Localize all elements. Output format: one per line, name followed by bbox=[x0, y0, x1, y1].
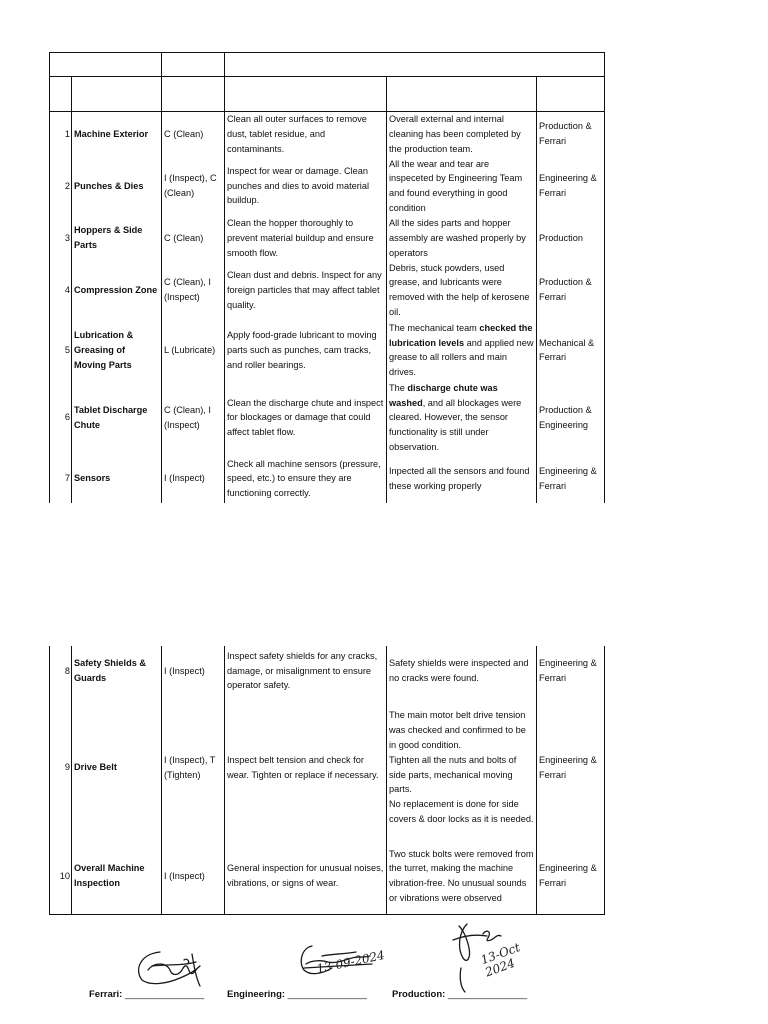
observation-cell bbox=[387, 696, 537, 839]
observation-cell bbox=[387, 320, 537, 381]
maintenance-table-page-2 bbox=[49, 646, 605, 915]
ferrari-signature bbox=[130, 940, 210, 990]
observation-cell: Overall external and internal cleaning has been completed by the production team. bbox=[387, 112, 537, 157]
production-signature-date: 13-Oct 2024 bbox=[478, 940, 522, 980]
header-cell bbox=[387, 77, 537, 112]
ferrari-label: Ferrari: bbox=[89, 989, 123, 1000]
area-cell: Safety Shields & Guards bbox=[72, 646, 162, 696]
observation-cell: Safety shields were inspected and no cracks were found. bbox=[387, 646, 537, 696]
code-cell: C (Clean) bbox=[162, 112, 225, 157]
row-number: 1 bbox=[50, 112, 72, 157]
engineering-label: Engineering: bbox=[227, 989, 286, 1000]
table-row bbox=[50, 216, 605, 261]
table-row bbox=[50, 381, 605, 455]
code-cell: I (Inspect) bbox=[162, 455, 225, 503]
observation-highlight: checked the lubrication levels bbox=[389, 322, 533, 348]
area-cell: Drive Belt bbox=[72, 696, 162, 839]
observation-text: The bbox=[389, 382, 408, 393]
code-cell: C (Clean), I (Inspect) bbox=[162, 381, 225, 455]
code-cell: I (Inspect) bbox=[162, 646, 225, 696]
header-cell bbox=[72, 77, 162, 112]
signature-line: _______________ bbox=[287, 989, 367, 1000]
responsibility-cell: Engineering & Ferrari bbox=[537, 157, 605, 216]
observation-cell bbox=[387, 381, 537, 455]
area-cell: Lubrication & Greasing of Moving Parts bbox=[72, 320, 162, 381]
row-number: 10 bbox=[50, 839, 72, 914]
header-cell bbox=[225, 77, 387, 112]
table-row bbox=[50, 455, 605, 503]
responsibility-cell: Mechanical & Ferrari bbox=[537, 320, 605, 381]
task-cell: Inspect safety shields for any cracks, damage, or misalignment to ensure operator safety. bbox=[225, 646, 387, 696]
header-row bbox=[50, 77, 605, 112]
task-cell: Inspect for wear or damage. Clean punches and dies to avoid material buildup. bbox=[225, 157, 387, 216]
responsibility-cell: Engineering & Ferrari bbox=[537, 839, 605, 914]
observation-line: The main motor belt drive tension was checked and confirmed to be in good condition. bbox=[389, 710, 526, 750]
observation-cell: Two stuck bolts were removed from the turret, making the machine vibration-free. No unusual sounds or vibrations were observed bbox=[387, 839, 537, 914]
code-cell: I (Inspect), T (Tighten) bbox=[162, 696, 225, 839]
header-cell bbox=[162, 53, 225, 77]
header-cell bbox=[537, 77, 605, 112]
task-cell: Clean the discharge chute and inspect for blockages or damage that could affect tablet flow. bbox=[225, 381, 387, 455]
table-row bbox=[50, 646, 605, 696]
observation-cell: Debris, stuck powders, used grease, and lubricants were removed with the help of kerosene oil. bbox=[387, 261, 537, 320]
header-cell bbox=[162, 77, 225, 112]
area-cell: Machine Exterior bbox=[72, 112, 162, 157]
observation-text: and applied new grease to all rollers and main drives. bbox=[389, 337, 534, 378]
observation-cell: Inpected all the sensors and found these working properly bbox=[387, 455, 537, 503]
responsibility-cell: Engineering & Ferrari bbox=[537, 455, 605, 503]
code-cell: C (Clean), I (Inspect) bbox=[162, 261, 225, 320]
area-cell: Sensors bbox=[72, 455, 162, 503]
table-row bbox=[50, 261, 605, 320]
observation-cell: All the wear and tear are inspeceted by Engineering Team and found everything in good condition bbox=[387, 157, 537, 216]
area-cell: Compression Zone bbox=[72, 261, 162, 320]
responsibility-cell: Production & Ferrari bbox=[537, 112, 605, 157]
code-cell: I (Inspect), C (Clean) bbox=[162, 157, 225, 216]
signature-line: _______________ bbox=[124, 989, 205, 1000]
row-number: 2 bbox=[50, 157, 72, 216]
responsibility-cell: Engineering & Ferrari bbox=[537, 646, 605, 696]
row-number: 3 bbox=[50, 216, 72, 261]
production-signature-block bbox=[392, 989, 527, 1000]
engineering-signature-date: 13-09-2024 bbox=[315, 947, 386, 977]
header-cell bbox=[225, 53, 605, 77]
observation-highlight: discharge chute was washed bbox=[389, 382, 498, 408]
header-cell bbox=[50, 53, 162, 77]
engineering-signature-block bbox=[227, 989, 367, 1000]
task-cell: General inspection for unusual noises, vibrations, or signs of wear. bbox=[225, 839, 387, 914]
row-number: 4 bbox=[50, 261, 72, 320]
code-cell: L (Lubricate) bbox=[162, 320, 225, 381]
observation-line: Tighten all the nuts and bolts of side parts, mechanical moving parts. bbox=[389, 754, 517, 795]
row-number: 5 bbox=[50, 320, 72, 381]
observation-text: The mechanical team bbox=[389, 322, 480, 333]
area-cell: Overall Machine Inspection bbox=[72, 839, 162, 914]
row-number: 8 bbox=[50, 646, 72, 696]
responsibility-cell: Production & Ferrari bbox=[537, 261, 605, 320]
task-cell: Check all machine sensors (pressure, speed, etc.) to ensure they are functioning correctly. bbox=[225, 455, 387, 503]
header-row-top bbox=[50, 53, 605, 77]
production-label: Production: bbox=[392, 989, 446, 1000]
code-cell: C (Clean) bbox=[162, 216, 225, 261]
row-number: 6 bbox=[50, 381, 72, 455]
task-cell: Clean the hopper thoroughly to prevent material buildup and ensure smooth flow. bbox=[225, 216, 387, 261]
area-cell: Tablet Discharge Chute bbox=[72, 381, 162, 455]
table-row bbox=[50, 839, 605, 914]
area-cell: Hoppers & Side Parts bbox=[72, 216, 162, 261]
code-cell: I (Inspect) bbox=[162, 839, 225, 914]
table-row bbox=[50, 320, 605, 381]
table-row bbox=[50, 157, 605, 216]
ferrari-signature-block bbox=[89, 989, 204, 1000]
observation-cell: All the sides parts and hopper assembly are washed properly by operators bbox=[387, 216, 537, 261]
table-row bbox=[50, 112, 605, 157]
maintenance-table-page-1 bbox=[49, 52, 605, 503]
task-cell: Clean dust and debris. Inspect for any foreign particles that may affect tablet quality. bbox=[225, 261, 387, 320]
responsibility-cell: Production & Engineering bbox=[537, 381, 605, 455]
row-number: 7 bbox=[50, 455, 72, 503]
header-cell bbox=[50, 77, 72, 112]
task-cell: Apply food-grade lubricant to moving parts such as punches, cam tracks, and roller bearings. bbox=[225, 320, 387, 381]
observation-line: No replacement is done for side covers & door locks as it is needed. bbox=[389, 799, 534, 824]
responsibility-cell: Production bbox=[537, 216, 605, 261]
task-cell: Clean all outer surfaces to remove dust, tablet residue, and contaminants. bbox=[225, 112, 387, 157]
task-cell: Inspect belt tension and check for wear. Tighten or replace if necessary. bbox=[225, 696, 387, 839]
signature-line: _______________ bbox=[447, 989, 528, 1000]
table-row bbox=[50, 696, 605, 839]
responsibility-cell: Engineering & Ferrari bbox=[537, 696, 605, 839]
area-cell: Punches & Dies bbox=[72, 157, 162, 216]
row-number: 9 bbox=[50, 696, 72, 839]
observation-text: , and all blockages were cleared. However, the sensor functionality is still under observation. bbox=[389, 397, 522, 453]
